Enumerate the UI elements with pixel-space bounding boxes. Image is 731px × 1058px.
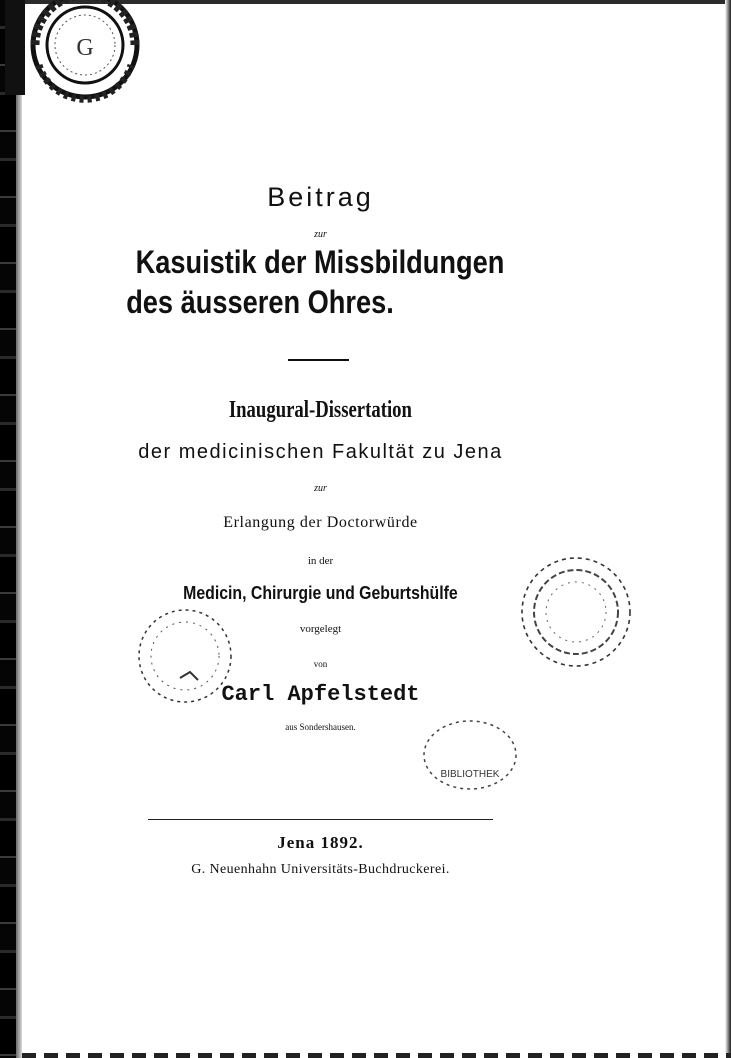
author-name: Carl Apfelstedt (221, 682, 420, 707)
fields-line: Medicin, Chirurgie und Geburtshülfe (183, 583, 458, 603)
connector-zur: zur (314, 229, 327, 240)
title-line-1: Kasuistik der Missbildungen (135, 244, 505, 280)
presented-line: vorgelegt (299, 623, 342, 635)
degree-line: Erlangung der Doctorwürde (223, 514, 418, 531)
title-line-2: des äusseren Ohres. (126, 284, 394, 320)
stamp-center-letter: G (76, 35, 94, 61)
author-origin: aus Sondershausen. (285, 722, 356, 732)
imprint-place-year: Jena 1892. (277, 833, 364, 852)
imprint-rule (148, 819, 493, 820)
imprint-printer: G. Neuenhahn Universitäts-Buchdruckerei. (191, 862, 450, 877)
dissertation-heading: Inaugural-Dissertation (228, 397, 412, 423)
connector-von: von (313, 659, 328, 669)
faint-stamp-label: BIBLIOTHEK (440, 769, 500, 780)
connector-zur-2: zur (314, 483, 327, 494)
separator-rule (288, 359, 349, 361)
faint-circular-stamp-right (508, 556, 638, 668)
title-beitrag: Beitrag (267, 182, 374, 212)
page-right-edge (725, 0, 731, 1058)
faculty-line: der medicinischen Fakultät zu Jena (138, 441, 503, 463)
page-bottom-edge (22, 1053, 731, 1058)
connector-in-der: in der (307, 555, 334, 567)
library-stamp (5, 0, 140, 105)
